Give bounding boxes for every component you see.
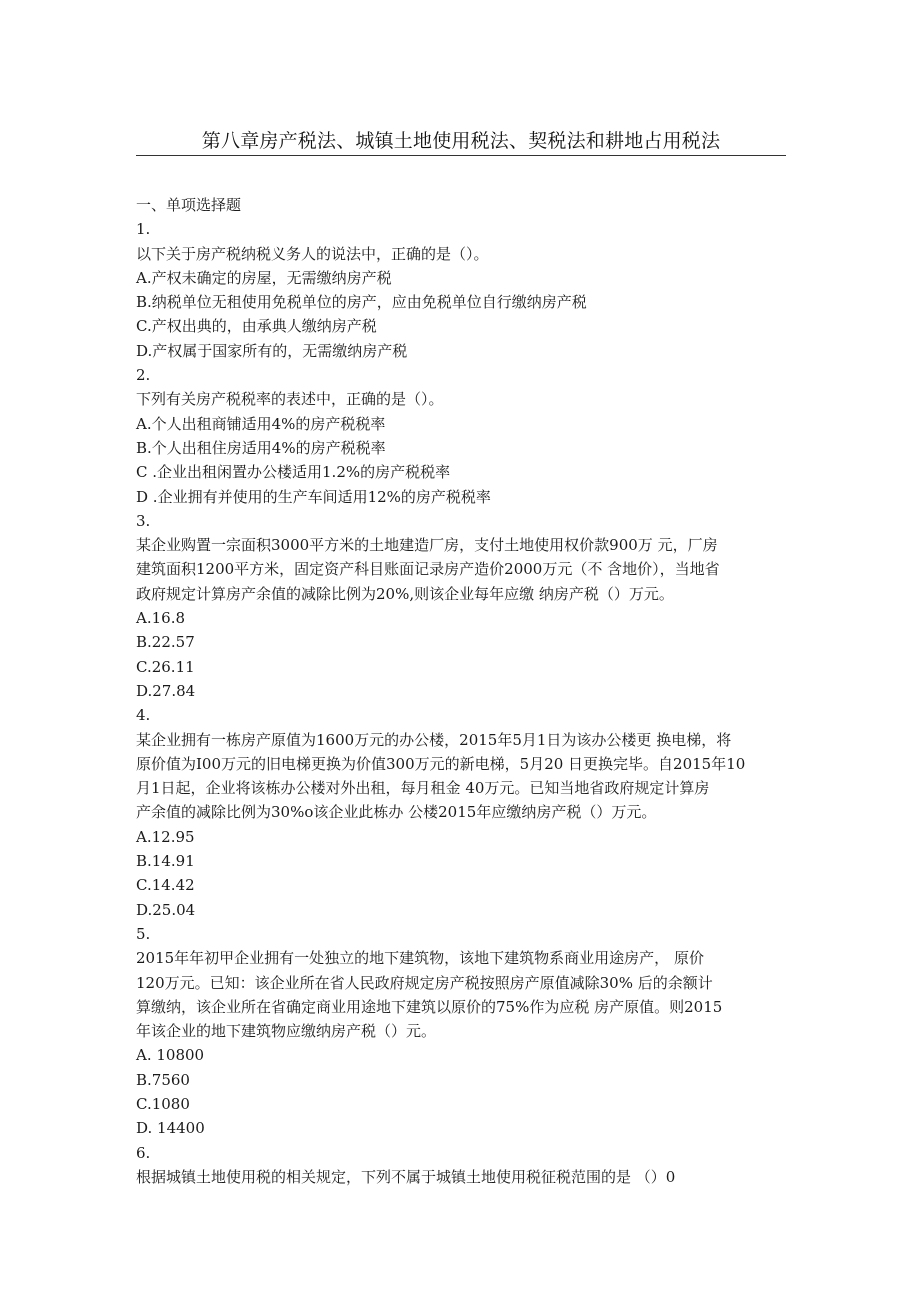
answer-option: C.1080 (136, 1094, 190, 1113)
question-stem-line: 根据城镇土地使用税的相关规定，下列不属于城镇土地使用税征税范围的是 （）0 (136, 1167, 676, 1186)
answer-option: D.27.84 (136, 681, 196, 700)
answer-option: A.16.8 (136, 609, 185, 628)
answer-option: A.12.95 (136, 827, 195, 846)
question-stem-line: 某企业拥有一栋房产原值为1600万元的办公楼，2015年5月1日为该办公楼更 换电梯，将 (136, 730, 732, 749)
question-number: 6. (136, 1143, 151, 1162)
answer-option: C.26.11 (136, 657, 195, 676)
answer-option: B.纳税单位无租使用免税单位的房产，应由免税单位自行缴纳房产税 (136, 293, 587, 312)
question-stem-line: 年该企业的地下建筑物应缴纳房产税（）元。 (136, 1022, 437, 1041)
answer-option: C .企业出租闲置办公楼适用1.2%的房产税税率 (136, 463, 451, 482)
answer-option: D.25.04 (136, 900, 196, 919)
answer-option: D. 14400 (136, 1119, 205, 1138)
section-heading: 一、单项选择题 (136, 196, 242, 214)
question-stem-line: 120万元。已知：该企业所在省人民政府规定房产税按照房产原值减除30% 后的余额计 (136, 973, 713, 992)
answer-option: B.14.91 (136, 852, 195, 871)
question-stem-line: 产余值的减除比例为30%o该企业此栋办 公楼2015年应缴纳房产税（）万元。 (136, 803, 657, 822)
chapter-title: 第八章房产税法、城镇土地使用税法、契税法和耕地占用税法 (201, 130, 721, 152)
answer-option: C.14.42 (136, 876, 195, 895)
answer-option: B.22.57 (136, 633, 195, 652)
answer-option: B.个人出租住房适用4%的房产税税率 (136, 438, 386, 457)
question-stem-line: 月1日起，企业将该栋办公楼对外出租，每月租金 40万元。已知当地省政府规定计算房 (136, 779, 710, 798)
answer-option: A.产权未确定的房屋，无需缴纳房产税 (136, 268, 392, 287)
answer-option: A.个人出租商铺适用4%的房产税税率 (136, 414, 386, 433)
answer-option: C.产权出典的，由承典人缴纳房产税 (136, 317, 377, 336)
question-stem-line: 建筑面积1200平方米，固定资产科目账面记录房产造价2000万元（不 含地价），当地省 (136, 560, 720, 579)
answer-option: B.7560 (136, 1070, 190, 1089)
question-stem-line: 政府规定计算房产余值的减除比例为20%,则该企业每年应缴 纳房产税（）万元。 (136, 584, 674, 603)
title-underline (136, 155, 786, 156)
question-stem-line: 2015年年初甲企业拥有一处独立的地下建筑物，该地下建筑物系商业用途房产， 原价 (136, 949, 704, 968)
answer-option: D .企业拥有并使用的生产车间适用12%的房产税税率 (136, 487, 491, 506)
question-stem-line: 下列有关房产税税率的表述中，正确的是（）。 (136, 390, 444, 409)
answer-option: D.产权属于国家所有的，无需缴纳房产税 (136, 341, 408, 360)
question-list (136, 193, 796, 1189)
question-number: 5. (136, 924, 151, 943)
answer-option: A. 10800 (136, 1046, 205, 1065)
question-number: 4. (136, 706, 151, 725)
question-stem-line: 以下关于房产税纳税义务人的说法中，正确的是（）。 (136, 244, 489, 263)
question-number: 3. (136, 511, 151, 530)
question-stem-line: 原价值为I00万元的旧电梯更换为价值300万元的新电梯，5月20 日更换完毕。自2015年10 (136, 754, 746, 773)
question-number: 2. (136, 366, 151, 385)
question-stem-line: 算缴纳，该企业所在省确定商业用途地下建筑以原价的75%作为应税 房产原值。则2015 (136, 997, 723, 1016)
question-number: 1. (136, 220, 151, 239)
question-stem-line: 某企业购置一宗面积3000平方米的土地建造厂房，支付土地使用权价款900万 元，厂房 (136, 536, 718, 555)
